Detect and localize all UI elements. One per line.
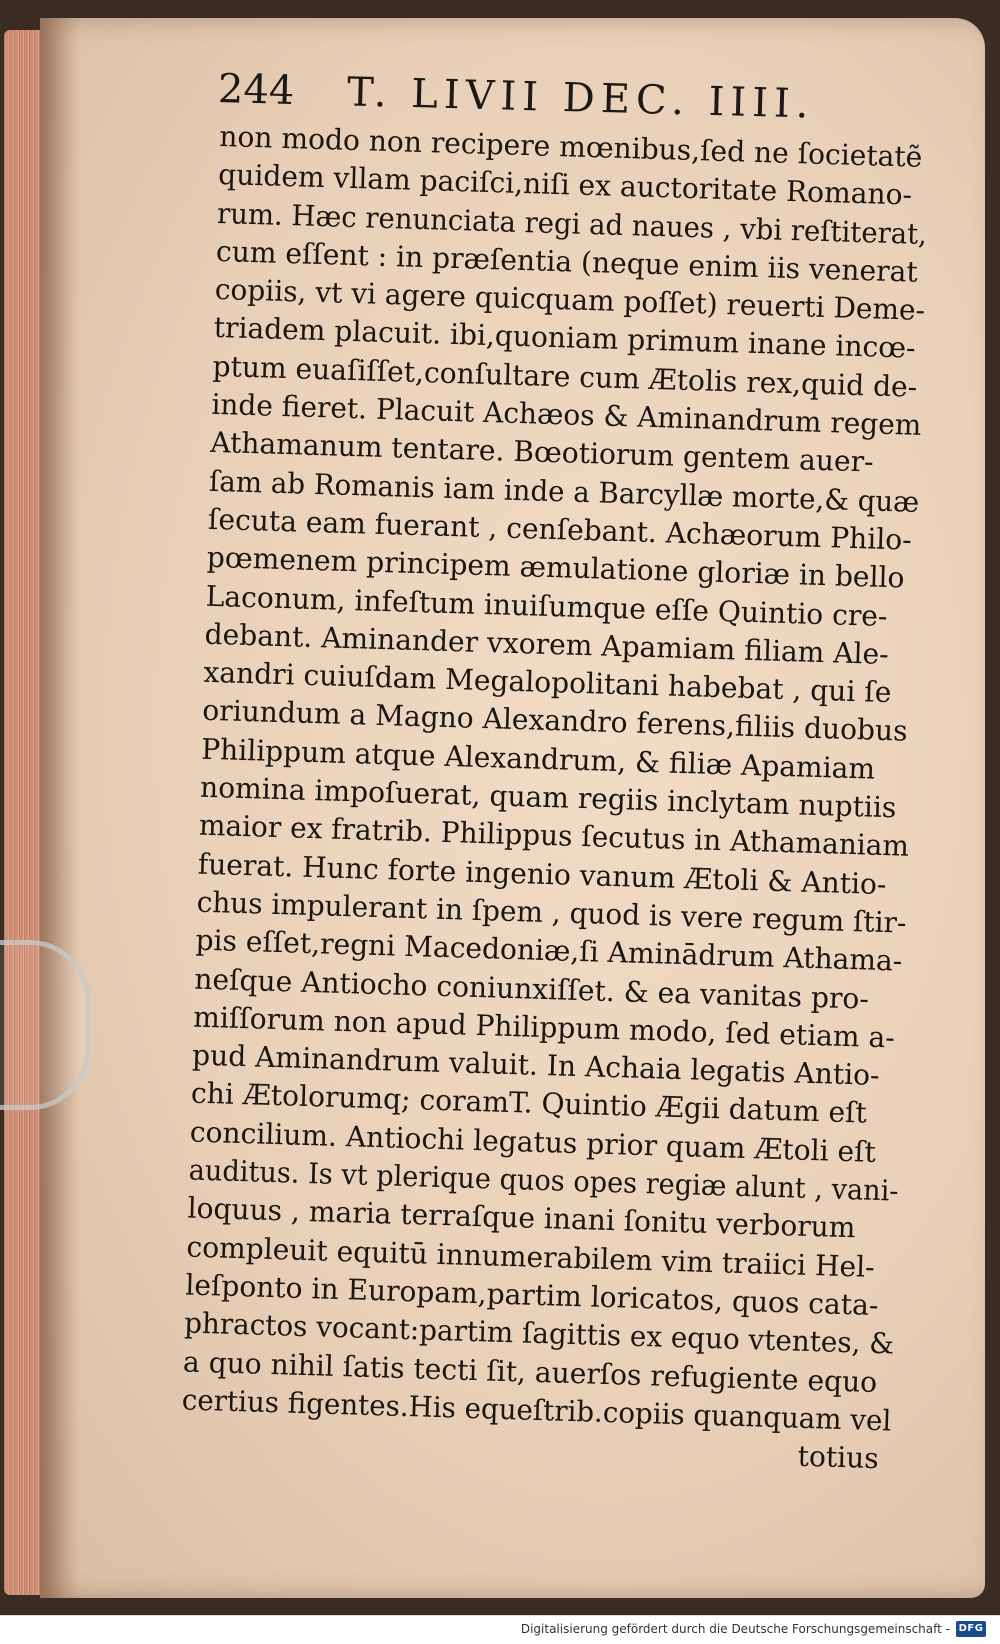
running-title: T. LIVII DEC. IIII. <box>346 69 816 128</box>
text-line: phractos vocant:partim ſagittis ex equo vtentes, & <box>183 1306 895 1361</box>
text-line: debant. Aminander vxorem Apamiam filiam Ale- <box>204 617 890 671</box>
text-line: ſam ab Romanis iam inde a Barcyllæ morte,& quæ <box>208 464 920 519</box>
body-text <box>180 118 939 1479</box>
text-line: nomina impoſuerat, quam regiis inclytam nuptiis <box>199 770 897 825</box>
text-line: copiis, vt vi agere quicquam poſſet) reuerti Deme- <box>214 273 926 328</box>
text-line: ptum euaſiſſet,conſultare cum Ætolis rex,quid de- <box>212 349 918 404</box>
text-line: loquus , maria terraſque inani ſonitu verborum <box>187 1191 856 1245</box>
text-line: Athamanum tentare. Bœotiorum gentem auer- <box>209 426 875 479</box>
page-number: 244 <box>217 66 295 114</box>
text-line: leſponto in Europam,partim loricatos, quos cata- <box>184 1268 879 1322</box>
text-line: pud Aminandrum valuit. In Achaia legatis Antio- <box>191 1038 881 1093</box>
text-line: ſecuta eam fuerant , cenſebant. Achæorum Philo- <box>207 502 913 557</box>
text-line: triadem placuit. ibi,quoniam primum inane incœ- <box>213 311 917 366</box>
text-line: Philippum atque Alexandrum, & filiæ Apamiam <box>200 732 876 786</box>
text-line: pœmenem principem æmulatione gloriæ in bello <box>206 541 905 595</box>
text-line: inde fieret. Placuit Achæos & Aminandrum regem <box>211 387 922 443</box>
catchword: totius <box>797 1439 880 1476</box>
text-line: a quo nihil ſatis tecti ſit, auerſos refugiente equo <box>182 1344 878 1399</box>
text-line: chus impulerant in ſpem , quod is vere regum ſtir- <box>196 885 907 940</box>
text-line: concilium. Antiochi legatus prior quam Ætoli eſt <box>189 1115 877 1169</box>
gutter-shadow <box>40 18 80 1598</box>
text-line: non modo non recipere mœnibus,ſed ne ſocietatẽ <box>218 119 923 174</box>
dfg-logo[interactable]: DFG <box>956 1621 986 1637</box>
text-line: fuerat. Hunc forte ingenio vanum Ætoli & Antio- <box>197 847 887 901</box>
footer-bar <box>0 1615 1000 1644</box>
text-line: pis eſſet,regni Macedoniæ,ſi Aminādrum Athama- <box>195 923 903 978</box>
text-line: compleuit equitū innumerabilem vim traiici Hel- <box>186 1230 876 1284</box>
text-line: oriundum a Magno Alexandro ferens,filiis duobus <box>201 694 909 749</box>
text-line: chi Ætolorumq; coramT. Quintio Ægii datum eſt <box>190 1076 868 1131</box>
text-line: auditus. Is vt plerique quos opes regiæ alunt , vani- <box>188 1153 899 1208</box>
text-line: rum. Hæc renunciata regi ad naues , vbi reſtiterat, <box>216 196 928 251</box>
text-line: maior ex fratrib. Philippus ſecutus in Athamaniam <box>198 809 910 864</box>
text-line: miſſorum non apud Philippum modo, ſed etiam a- <box>192 1000 896 1055</box>
text-line: xandri cuiuſdam Megalopolitani habebat , qui ſe <box>203 655 892 710</box>
text-line: neſque Antiocho coniunxiſſet. & ea vanitas pro- <box>193 962 870 1016</box>
book-clip <box>0 940 90 1110</box>
funding-note: Digitalisierung gefördert durch die Deutsche Forschungsgemeinschaft - <box>520 1622 950 1636</box>
text-line: cum eſſent : in præſentia (neque enim iis venerat <box>215 234 919 289</box>
text-line: certius figentes.His equeſtrib.copiis quanquam vel <box>181 1383 892 1438</box>
text-line: Laconum, infeſtum inuiſumque eſſe Quintio cre- <box>205 579 888 633</box>
text-line: quidem vllam paciſci,niſi ex auctoritate Romano- <box>217 158 913 212</box>
